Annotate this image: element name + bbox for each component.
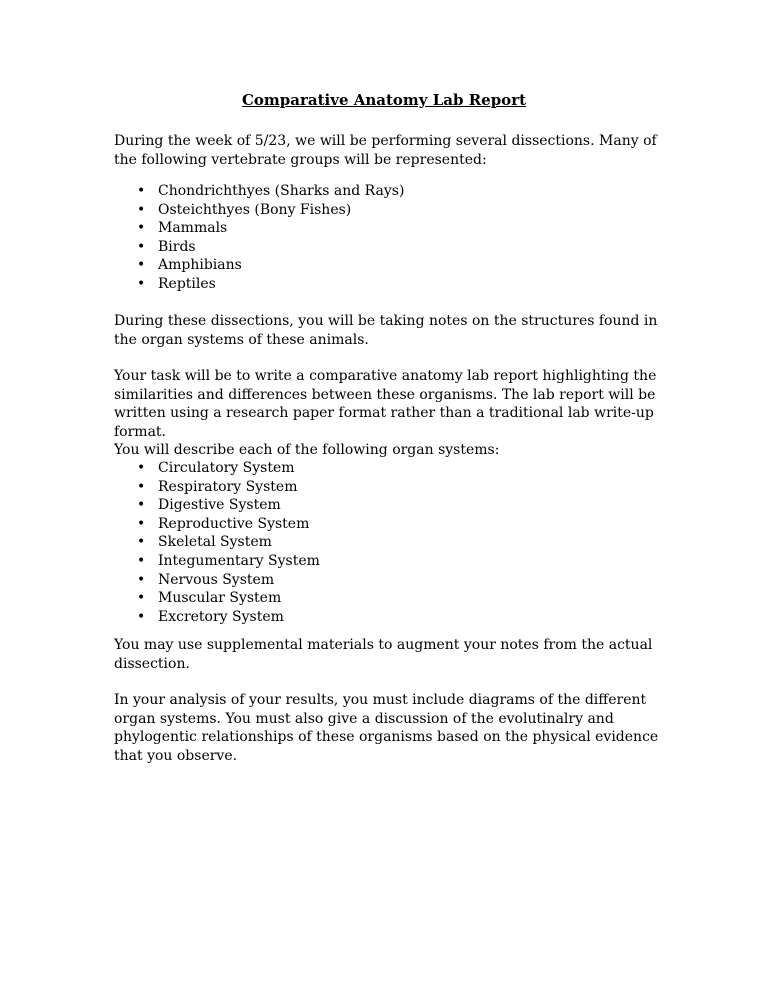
list-item-text: Amphibians	[158, 257, 242, 274]
document-title: Comparative Anatomy Lab Report	[241, 91, 527, 109]
list-item-text: Chondrichthyes (Sharks and Rays)	[158, 183, 405, 199]
list-item	[137, 515, 320, 534]
bullet-icon: •	[137, 220, 146, 237]
list-item-text: Reptiles	[158, 275, 216, 292]
list-item	[137, 552, 320, 571]
list-item-text: Osteichthyes (Bony Fishes)	[158, 201, 352, 218]
bullet-icon: •	[137, 552, 146, 569]
list-item	[137, 496, 320, 515]
list-item	[137, 256, 404, 275]
bullet-icon: •	[137, 608, 146, 625]
vertebrate-groups-list	[137, 182, 404, 294]
organ-systems-list	[137, 459, 320, 626]
bullet-icon: •	[137, 534, 146, 551]
bullet-icon: •	[137, 497, 146, 514]
analysis-paragraph: In your analysis of your results, you must include diagrams of the different organ systems. You must also give a discussion of the evolutinalry and phylogentic relationships of these organisms based on the physical evidence that you observe.	[114, 692, 659, 764]
list-item	[137, 238, 404, 257]
intro-paragraph: During the week of 5/23, we will be performing several dissections. Many of the following vertebrate groups will be represented:	[114, 133, 657, 168]
bullet-icon: •	[137, 238, 146, 255]
list-item-text: Reproductive System	[158, 515, 310, 532]
list-item	[137, 533, 320, 552]
list-item	[137, 589, 320, 608]
bullet-icon: •	[137, 460, 146, 476]
bullet-icon: •	[137, 201, 146, 218]
bullet-icon: •	[137, 571, 146, 588]
bullet-icon: •	[137, 590, 146, 607]
list-item-text: Excretory System	[158, 608, 284, 625]
list-item	[137, 182, 404, 201]
supplemental-paragraph: You may use supplemental materials to augment your notes from the actual dissection.	[114, 637, 653, 672]
list-item-text: Integumentary System	[158, 552, 320, 569]
list-item	[137, 275, 404, 294]
list-item-text: Circulatory System	[158, 460, 295, 476]
bullet-icon: •	[137, 275, 146, 292]
list-item	[137, 459, 320, 478]
list-item-text: Birds	[158, 238, 196, 255]
list-item	[137, 219, 404, 238]
list-item-text: Respiratory System	[158, 478, 298, 495]
list-item	[137, 201, 404, 220]
bullet-icon: •	[137, 183, 146, 199]
list-item-text: Mammals	[158, 220, 228, 237]
task-paragraph: Your task will be to write a comparative anatomy lab report highlighting the similarities and differences between these organisms. The lab report will be written using a research paper format rather than a traditional lab write-up format.	[114, 368, 657, 440]
notes-paragraph: During these dissections, you will be taking notes on the structures found in the organ systems of these animals.	[114, 313, 658, 348]
bullet-icon: •	[137, 478, 146, 495]
list-item	[137, 608, 320, 627]
systems-intro: You will describe each of the following organ systems:	[114, 442, 500, 458]
list-item-text: Digestive System	[158, 497, 281, 514]
list-item-text: Muscular System	[158, 590, 282, 607]
list-item-text: Skeletal System	[158, 534, 272, 551]
bullet-icon: •	[137, 515, 146, 532]
list-item	[137, 478, 320, 497]
list-item	[137, 571, 320, 590]
bullet-icon: •	[137, 257, 146, 274]
list-item-text: Nervous System	[158, 571, 275, 588]
